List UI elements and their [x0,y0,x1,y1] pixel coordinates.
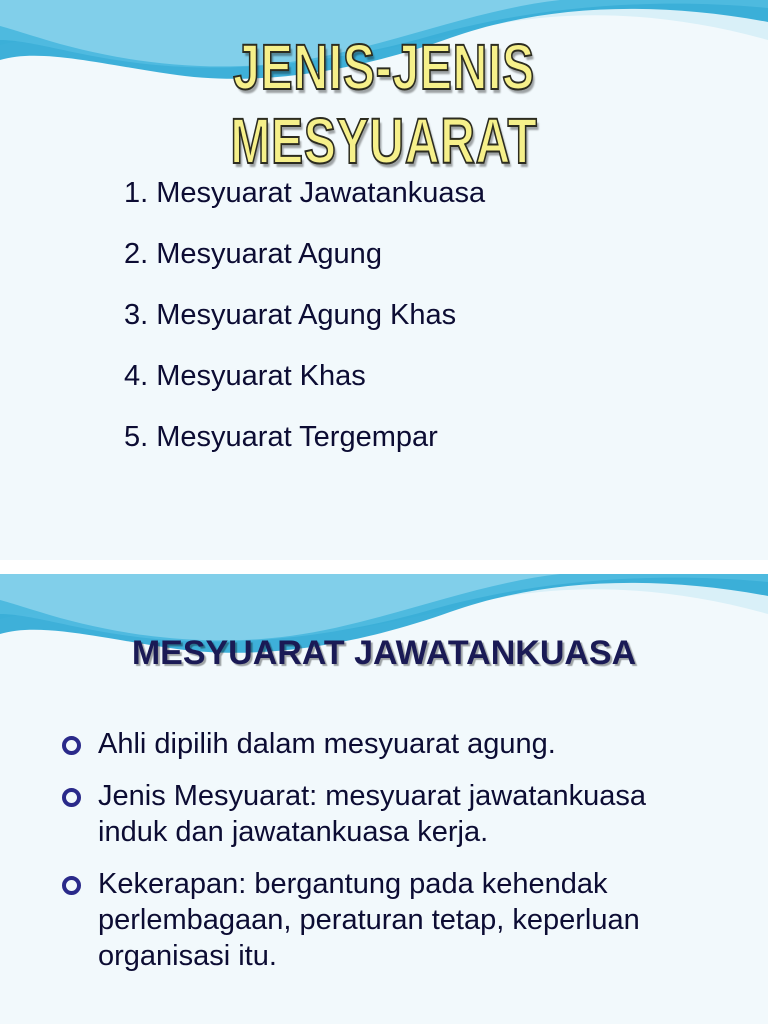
list-item: 3. Mesyuarat Agung Khas [124,299,457,331]
list-item: Ahli dipilih dalam mesyuarat agung. [62,726,722,762]
list-item: Jenis Mesyuarat: mesyuarat jawatankuasa induk dan jawatankuasa kerja. [62,778,722,850]
circle-bullet-icon [62,736,81,755]
meeting-types-list [124,172,485,477]
committee-details-list [62,726,722,990]
circle-bullet-icon [62,788,81,807]
list-item: Kekerapan: bergantung pada kehendak perlembagaan, peraturan tetap, keperluan organisasi itu. [62,866,722,974]
list-item: 2. Mesyuarat Agung [124,238,382,270]
slide-divider [0,560,768,574]
slide-1-title: JENIS-JENIS MESYUARAT [230,31,538,177]
circle-bullet-icon [62,876,81,895]
list-item: 4. Mesyuarat Khas [124,360,366,392]
slide-2-title: MESYUARAT JAWATANKUASA [131,634,637,672]
list-item: 5. Mesyuarat Tergempar [124,421,438,453]
list-item: 1. Mesyuarat Jawatankuasa [124,177,486,209]
